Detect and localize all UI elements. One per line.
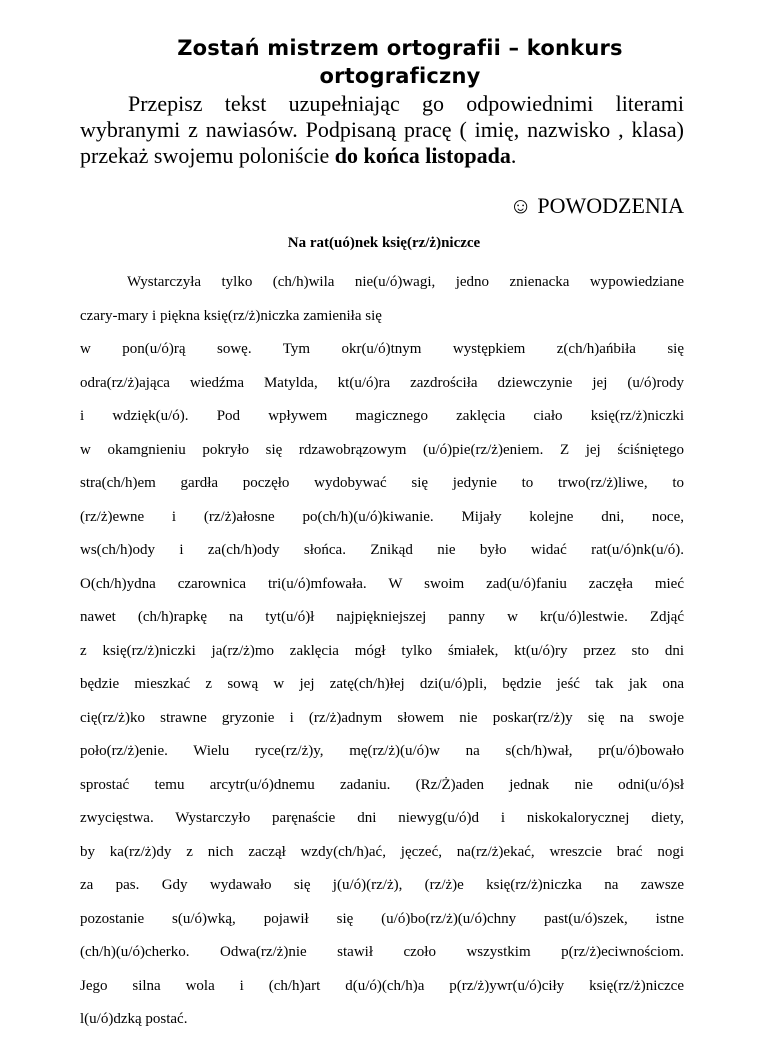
story-line: l(u/ó)dzką postać. — [80, 1011, 188, 1027]
story-line: (ch/h)(u/ó)cherko. Odwa(rz/ż)nie stawił czoło wszystkim p(rz/ż)eciwnościom. — [80, 944, 684, 960]
story-line: z księ(rz/ż)niczki ja(rz/ż)mo zaklęcia mógł tylko śmiałek, kt(u/ó)ry przez sto dni — [80, 642, 684, 659]
story-line: Wystarczyła tylko (ch/h)wila nie(u/ó)wagi, jedno znienacka wypowiedziane — [127, 274, 684, 290]
story-line: cię(rz/ż)ko strawne gryzonie i (rz/ż)adnym słowem nie poskar(rz/ż)y się na swoje — [80, 709, 684, 726]
story-line: czary-mary i piękna księ(rz/ż)niczka zamieniła się — [80, 307, 382, 324]
story-line: sprostać temu arcytr(u/ó)dnemu zadaniu. (Rz/Ż)aden jednak nie odni(u/ó)sł — [80, 776, 684, 793]
good-luck — [509, 193, 684, 219]
title-line-2: ortograficzny — [319, 64, 481, 88]
story-line: stra(ch/h)em gardła poczęło wydobywać się jedynie to trwo(rz/ż)liwe, to — [80, 475, 684, 491]
story-line: by ka(rz/ż)dy z nich zaczął wzdy(ch/h)ać, jęczeć, na(rz/ż)ekać, wreszcie brać nogi — [80, 843, 684, 860]
story-line: poło(rz/ż)enie. Wielu ryce(rz/ż)y, mę(rz/ż)(u/ó)w na s(ch/h)wał, pr(u/ó)bowało — [80, 743, 684, 759]
story-line: O(ch/h)ydna czarownica tri(u/ó)mfowała. W swoim zad(u/ó)faniu zaczęła mieć — [80, 575, 684, 592]
story-line: odra(rz/ż)ająca wiedźma Matylda, kt(u/ó)ra zazdrościła dziewczynie jej (u/ó)rody — [80, 374, 684, 391]
story-line: za pas. Gdy wydawało się j(u/ó)(rz/ż), (rz/ż)e księ(rz/ż)niczka na zawsze — [80, 877, 684, 893]
deadline-text: do końca listopada — [334, 143, 511, 168]
good-luck-text: POWODZENIA — [537, 193, 684, 218]
story-text — [80, 266, 684, 1037]
story-line: zwycięstwa. Wystarczyło paręnaście dni niewyg(u/ó)d i niskokalorycznej diety, — [80, 810, 684, 826]
story-line: w pon(u/ó)rą sowę. Tym okr(u/ó)tnym występkiem z(ch/h)ańbiła się — [80, 341, 684, 357]
instructions-paragraph — [80, 91, 684, 169]
story-line: (rz/ż)ewne i (rz/ż)ałosne po(ch/h)(u/ó)kiwanie. Mijały kolejne dni, noce, — [80, 508, 684, 525]
story-line: w okamgnieniu pokryło się rdzawobrązowym (u/ó)pie(rz/ż)eniem. Z jej ściśniętego — [80, 441, 684, 458]
instructions-end: . — [510, 143, 517, 168]
story-line: Jego silna wola i (ch/h)art d(u/ó)(ch/h)a p(rz/ż)ywr(u/ó)ciły księ(rz/ż)niczce — [80, 977, 684, 994]
title-line-1: Zostań mistrzem ortografii – konkurs — [177, 36, 623, 60]
story-line: i wdzięk(u/ó). Pod wpływem magicznego zaklęcia ciało księ(rz/ż)niczki — [80, 408, 684, 424]
story-line: pozostanie s(u/ó)wką, pojawił się (u/ó)bo(rz/ż)(u/ó)chny past(u/ó)szek, istne — [80, 910, 684, 927]
story-line: nawet (ch/h)rapkę na tyt(u/ó)ł najpiękniejszej panny w kr(u/ó)lestwie. Zdjąć — [80, 609, 684, 625]
story-title: Na rat(uó)nek księ(rz/ż)niczce — [287, 235, 481, 251]
story-line: ws(ch/h)ody i za(ch/h)ody słońca. Znikąd nie było widać rat(u/ó)nk(u/ó). — [80, 542, 684, 558]
story-line: będzie mieszkać z sową w jej zatę(ch/h)łej dzi(u/ó)pli, będzie jeść tak jak ona — [80, 676, 684, 692]
smiley-icon: ☺ — [509, 193, 532, 218]
instructions-text: Przepisz tekst uzupełniając go odpowiednimi literami wybranymi z nawiasów. Podpisaną pracę ( imię, nazwisko , klasa) przekaż swojemu poloniście — [80, 91, 684, 168]
